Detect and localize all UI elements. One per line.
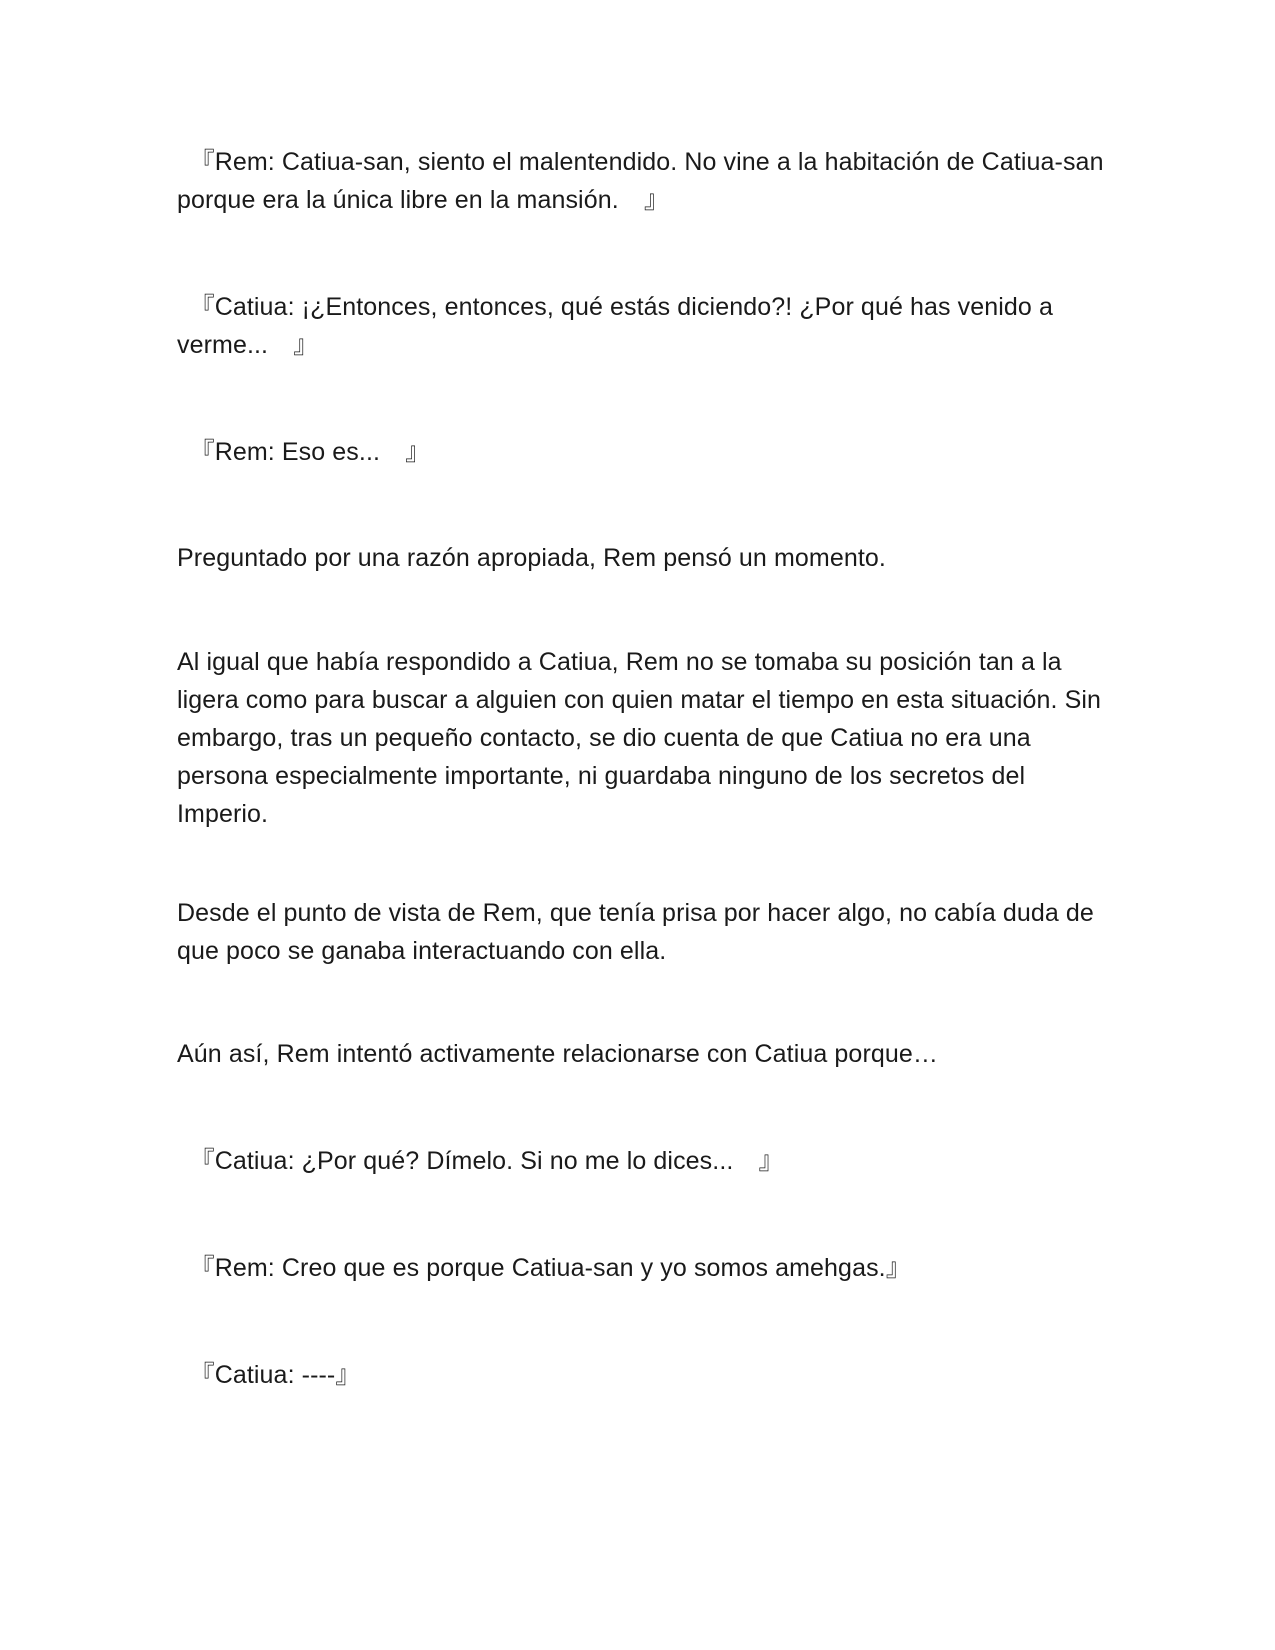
narration-point-of-view: Desde el punto de vista de Rem, que tenía prisa por hacer algo, no cabía duda de que poco se ganaba interactuando con ella. [177, 899, 1094, 965]
narration-aun-asi: Aún así, Rem intentó activamente relacionarse con Catiua porque… [177, 1040, 938, 1068]
dialogue-catiua-tell-me: 『Catiua: ¿Por qué? Dímelo. Si no me lo dices... 』 [177, 1147, 784, 1175]
dialogue-catiua-why-come: 『Catiua: ¡¿Entonces, entonces, qué estás diciendo?! ¿Por qué has venido a verme... 』 [177, 293, 1053, 359]
narration-rem-position: Al igual que había respondido a Catiua, Rem no se tomaba su posición tan a la ligera como para buscar a alguien con quien matar el tiempo en esta situación. Sin embargo, tras un pequeño contacto, se dio cuenta de que Catiua no era una persona especialmente importante, ni guardaba ninguno de los secretos del Imperio. [177, 648, 1102, 828]
dialogue-rem-misunderstanding: 『Rem: Catiua-san, siento el malentendido. No vine a la habitación de Catiua-san porque era la única libre en la mansión. 』 [177, 148, 1104, 214]
narration-rem-thought: Preguntado por una razón apropiada, Rem pensó un momento. [177, 544, 886, 572]
dialogue-rem-eso-es: 『Rem: Eso es... 』 [177, 438, 431, 466]
dialogue-rem-amehgas: 『Rem: Creo que es porque Catiua-san y yo somos amehgas.』 [177, 1254, 911, 1282]
dialogue-catiua-silence: 『Catiua: ----』 [177, 1361, 361, 1389]
